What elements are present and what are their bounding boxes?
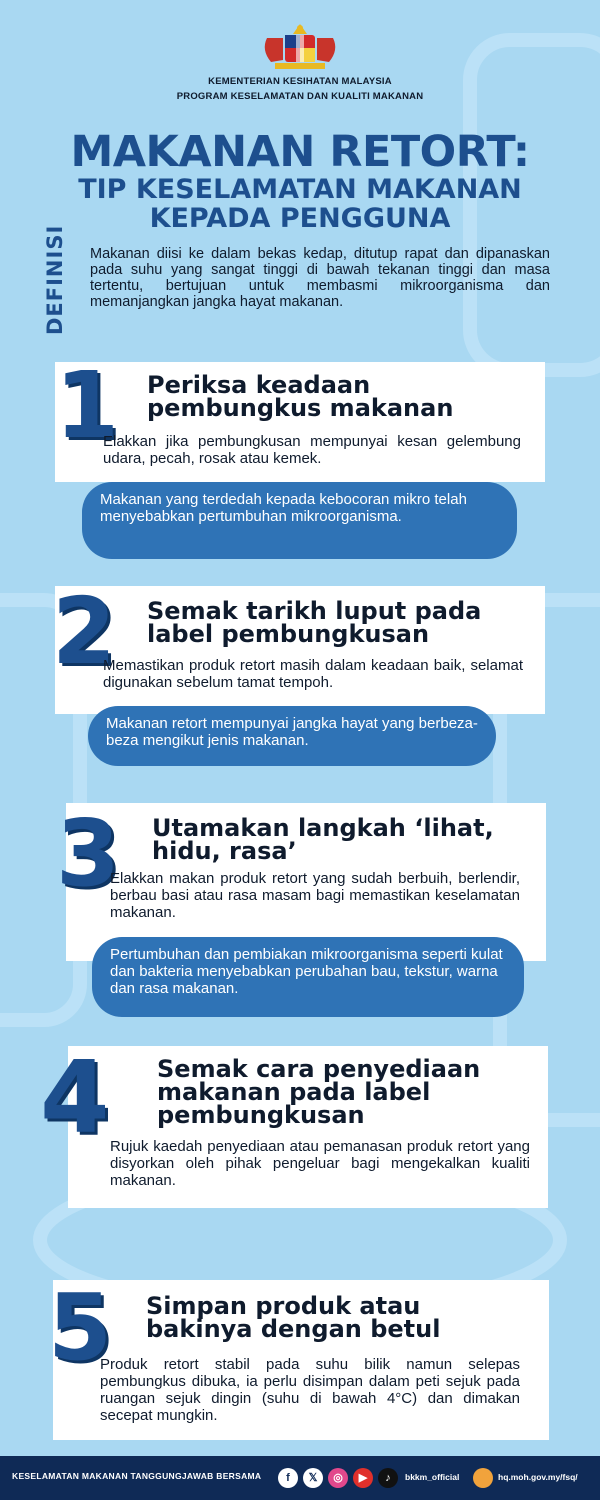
page-subtitle-line2: KEPADA PENGGUNA (149, 203, 451, 234)
ministry-name: KEMENTERIAN KESIHATAN MALAYSIA (208, 76, 392, 87)
x-icon[interactable]: 𝕏 (303, 1468, 323, 1488)
step-1-title: Periksa keadaan pembungkus makanan (147, 371, 454, 422)
footer-tagline: KESELAMATAN MAKANAN TANGGUNGJAWAB BERSAMA (12, 1471, 262, 1481)
footer (0, 1456, 600, 1500)
social-handle[interactable]: bkkm_official (405, 1472, 460, 1482)
step-5-title: Simpan produk atau bakinya dengan betul (146, 1292, 441, 1343)
step-2-note: Makanan retort mempunyai jangka hayat yang berbeza-beza mengikut jenis makanan. (88, 706, 496, 766)
tiktok-icon[interactable]: ♪ (378, 1468, 398, 1488)
program-name: PROGRAM KESELAMATAN DAN KUALITI MAKANAN (176, 91, 424, 102)
page-subtitle-line1: TIP KESELAMATAN MAKANAN (78, 174, 522, 205)
step-2-title: Semak tarikh luput pada label pembungkusan (147, 597, 482, 648)
government-crest-icon (255, 22, 345, 72)
step-3-note: Pertumbuhan dan pembiakan mikroorganisma seperti kulat dan bakteria menyebabkan perubahan bau, tekstur, warna dan rasa makanan. (92, 937, 524, 1017)
step-1-description: Elakkan jika pembungkusan mempunyai kesan gelembung udara, pecah, rosak atau kemek. (103, 433, 521, 467)
definition-label: DEFINISI (43, 224, 67, 335)
step-2-description: Memastikan produk retort masih dalam keadaan baik, selamat digunakan sebelum tamat tempoh. (103, 657, 523, 691)
step-5-number: 5 (48, 1274, 113, 1381)
instagram-icon[interactable]: ◎ (328, 1468, 348, 1488)
step-4-title: Semak cara penyediaan makanan pada label pembungkusan (157, 1055, 481, 1129)
step-5-description: Produk retort stabil pada suhu bilik namun selepas pembungkus dibuka, ia perlu disimpan dalam peti sejuk pada ruangan sejuk dingin (suhu di bawah 4°C) dan dimakan secepat mungkin. (100, 1356, 520, 1424)
step-1-note: Makanan yang terdedah kepada kebocoran mikro telah menyebabkan pertumbuhan mikroorganisma. (82, 482, 517, 559)
step-4-number: 4 (40, 1039, 110, 1156)
step-4-description: Rujuk kaedah penyediaan atau pemanasan produk retort yang disyorkan oleh pihak pengeluar bagi mengekalkan kualiti makanan. (110, 1138, 530, 1189)
definition-text: Makanan diisi ke dalam bekas kedap, ditutup rapat dan dipanaskan pada suhu yang sangat tinggi di bawah tekanan tinggi dan masa tertentu, bertujuan untuk membasmi mikroorganisma dan memanjangkan jangka hayat makanan. (90, 246, 550, 310)
step-2-number: 2 (52, 578, 117, 685)
step-3-description: Elakkan makan produk retort yang sudah berbuih, berlendir, berbau basi atau rasa masam bagi memastikan keselamatan makanan. (110, 870, 520, 921)
facebook-icon[interactable]: f (278, 1468, 298, 1488)
step-1-number: 1 (55, 352, 120, 459)
website-link[interactable]: hq.moh.gov.my/fsq/ (498, 1472, 578, 1482)
page-title: MAKANAN RETORT: (70, 127, 530, 177)
step-3-title: Utamakan langkah ‘lihat, hidu, rasa’ (152, 814, 494, 865)
step-3-number: 3 (56, 800, 121, 907)
youtube-icon[interactable]: ▶ (353, 1468, 373, 1488)
website-icon (473, 1468, 493, 1488)
